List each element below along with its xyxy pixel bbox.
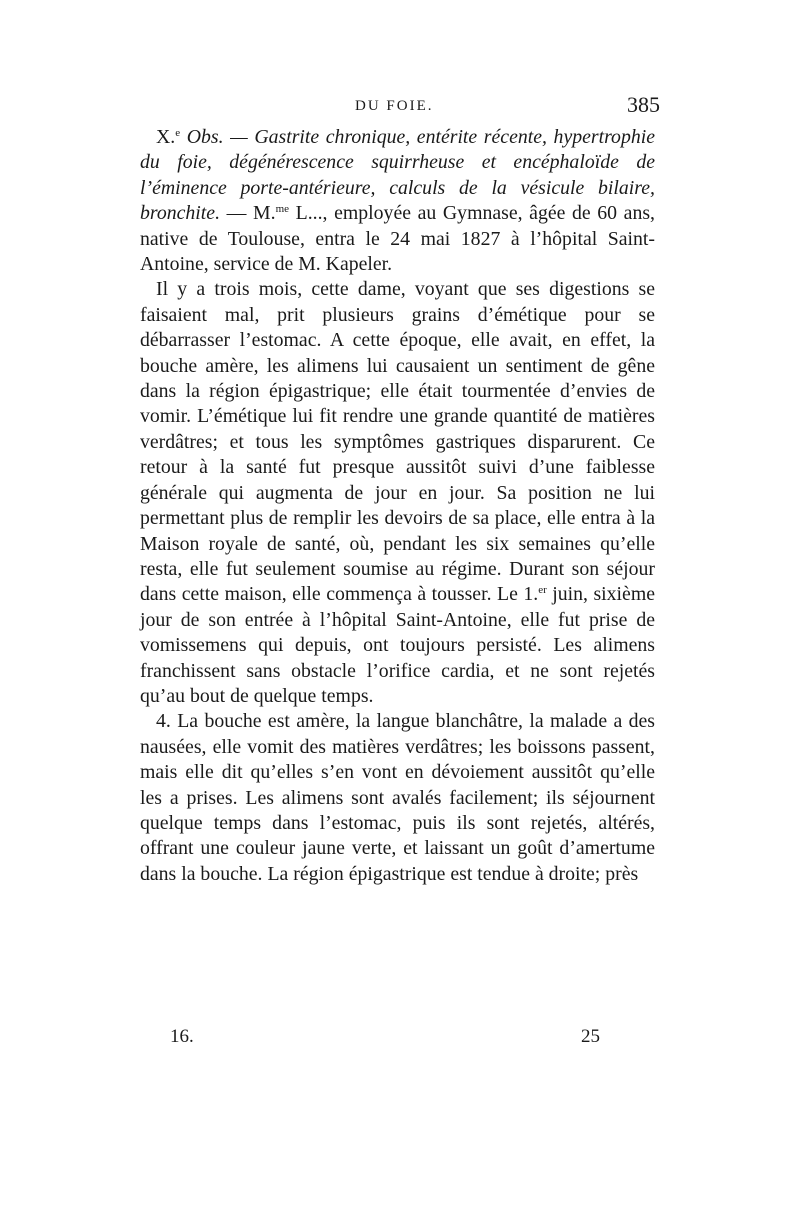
- observation-label: Obs.: [186, 126, 224, 148]
- patient-sup: me: [275, 203, 290, 216]
- paragraph-symptoms: [140, 709, 655, 887]
- observation-title: — Gastrite chronique, entérite récente, hypertrophie du foie, dégénérescence squirrheuse et encéphaloïde de l’éminence porte-antérieure, calculs de la vésicule bilaire, bronchite.: [140, 126, 656, 225]
- page-footer: [170, 1026, 600, 1052]
- patient-intro: — M.: [220, 202, 276, 225]
- page-number: 385: [627, 92, 660, 117]
- body-text: [140, 125, 655, 887]
- footer-number: 25: [581, 1026, 600, 1047]
- observation-heading: [140, 125, 655, 277]
- observation-number: X.: [156, 126, 176, 148]
- patient-text: L..., employée au Gymnase, âgée de 60 ans, native de Toulouse, entra le 24 mai 1827 à l’hôpital Saint-Antoine, service de M. Kapeler.: [140, 202, 655, 276]
- paragraph-history: [140, 277, 655, 709]
- observation-number-sup: e: [175, 127, 181, 139]
- paragraph-history-text-1: Il y a trois mois, cette dame, voyant que ses digestions se faisaient mal, prit plusieurs grains d’émétique pour se débarrasser l’estomac. A cette époque, elle avait, en effet, la bouche amère, les alimens lui causaient un sentiment de gêne dans la région épigastrique; elle était tourmentée d’envies de vomir. L’émétique lui fit rendre une grande quantité de matières verdâtres; et tous les symptômes gastriques disparurent. Ce retour à la santé fut presque aussitôt suivi d’une faiblesse générale qui augmenta de jour en jour. Sa position ne lui permettant plus de remplir les devoirs de sa place, elle entra à la Maison royale de santé, où, pendant les six semaines qu’elle resta, elle fut seulement soumise au régime. Durant son séjour dans cette maison, elle commença à tousser. Le 1.: [140, 278, 655, 606]
- running-title: DU FOIE.: [355, 98, 434, 114]
- paragraph-history-text-2: juin, sixième jour de son entrée à l’hôpital Saint-Antoine, elle fut prise de vomissemens qui depuis, ont toujours persisté. Les alimens franchissent sans obstacle l’orifice cardia, et ne sont rejetés qu’au bout de quelque temps.: [140, 583, 655, 707]
- paragraph-history-sup: er: [538, 584, 547, 597]
- signature-mark: 16.: [170, 1026, 194, 1047]
- running-head: [140, 92, 660, 118]
- paragraph-symptoms-text: 4. La bouche est amère, la langue blanchâtre, la malade a des nausées, elle vomit des matières verdâtres; les boissons passent, mais elle dit qu’elles s’en vont en dévoiement aussitôt qu’elle les a prises. Les alimens sont avalés facilement; ils séjournent quelque temps dans l’estomac, puis ils sont rejetés, altérés, offrant une couleur jaune verte, et laissant un goût d’amertume dans la bouche. La région épigastrique est tendue à droite; près: [140, 710, 655, 885]
